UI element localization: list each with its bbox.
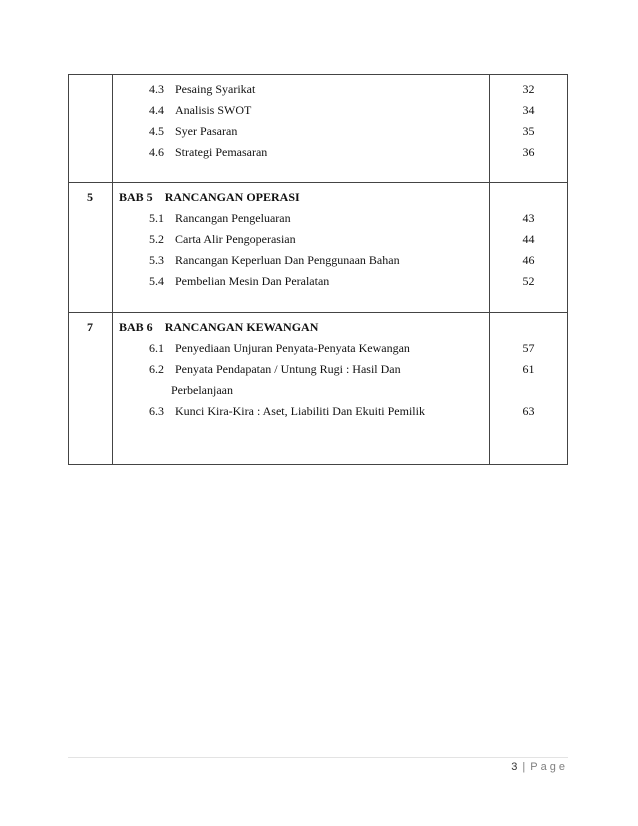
section-page-number: 36 (522, 145, 535, 159)
section-title: Rancangan Pengeluaran (175, 211, 291, 225)
section-number: 4.6 (149, 145, 164, 159)
section-title: Carta Alir Pengoperasian (175, 232, 296, 246)
section-number: 4.5 (149, 124, 164, 138)
chapter-heading (113, 187, 489, 208)
chapter-number-cell (69, 183, 113, 313)
section-number: 6.1 (149, 341, 164, 355)
section-page-number: 34 (522, 103, 535, 117)
toc-entry (113, 208, 489, 229)
section-number: 6.3 (149, 404, 164, 418)
section-title: Pesaing Syarikat (175, 82, 256, 96)
section-number: 5.3 (149, 253, 164, 267)
page-footer (468, 761, 568, 773)
section-page-number: 43 (522, 211, 535, 225)
toc-entry (113, 142, 489, 163)
toc-entry (113, 271, 489, 292)
section-number: 4.3 (149, 82, 164, 96)
section-page-number: 61 (522, 362, 535, 376)
section-number: 5.4 (149, 274, 164, 288)
section-page-number: 35 (522, 124, 535, 138)
toc-entry (113, 380, 489, 401)
section-page-number (490, 380, 567, 401)
section-title: Syer Pasaran (175, 124, 238, 138)
section-title: Kunci Kira-Kira : Aset, Liabiliti Dan Ekuiti Pemilik (175, 404, 425, 418)
footer-separator: | (522, 761, 526, 773)
toc-entry (113, 401, 489, 422)
section-title: Penyata Pendapatan / Untung Rugi : Hasil Dan (175, 362, 401, 376)
section-number: 5.2 (149, 232, 164, 246)
chapter-contents-cell (113, 313, 490, 465)
section-page-number: 32 (522, 82, 535, 96)
section-title: Penyediaan Unjuran Penyata-Penyata Kewangan (175, 341, 410, 355)
toc-row (69, 313, 568, 465)
section-page-number: 52 (522, 274, 535, 288)
toc-entry (113, 100, 489, 121)
section-number: 4.4 (149, 103, 164, 117)
chapter-number: 7 (87, 320, 93, 334)
footer-page-number: 3 (511, 761, 518, 773)
footer-page-word: Page (530, 761, 568, 773)
chapter-heading (113, 317, 489, 338)
chapter-number: 5 (87, 190, 93, 204)
chapter-contents-cell (113, 75, 490, 183)
section-title: Strategi Pemasaran (175, 145, 268, 159)
toc-entry (113, 121, 489, 142)
section-title-continued: Perbelanjaan (171, 383, 233, 397)
toc-entry (113, 229, 489, 250)
chapter-number-cell (69, 75, 113, 183)
chapter-title: RANCANGAN OPERASI (164, 190, 300, 204)
section-title: Pembelian Mesin Dan Peralatan (175, 274, 330, 288)
section-page-number: 46 (522, 253, 535, 267)
toc-entry (113, 250, 489, 271)
table-of-contents (68, 74, 568, 465)
section-page-number: 57 (522, 341, 535, 355)
section-page-number: 44 (522, 232, 535, 246)
toc-row (69, 75, 568, 183)
section-title: Analisis SWOT (175, 103, 252, 117)
toc-row (69, 183, 568, 313)
section-title: Rancangan Keperluan Dan Penggunaan Bahan (175, 253, 400, 267)
page-number-cell (490, 183, 568, 313)
section-page-number: 63 (522, 404, 535, 418)
chapter-title: RANCANGAN KEWANGAN (164, 320, 319, 334)
toc-entry (113, 79, 489, 100)
section-number: 6.2 (149, 362, 164, 376)
section-number: 5.1 (149, 211, 164, 225)
toc-entry (113, 338, 489, 359)
chapter-number-cell (69, 313, 113, 465)
chapter-label: BAB 6 (119, 320, 153, 334)
toc-entry (113, 359, 489, 380)
chapter-label: BAB 5 (119, 190, 153, 204)
page-number-cell (490, 75, 568, 183)
page-number-cell (490, 313, 568, 465)
chapter-contents-cell (113, 183, 490, 313)
footer-divider (68, 757, 568, 758)
